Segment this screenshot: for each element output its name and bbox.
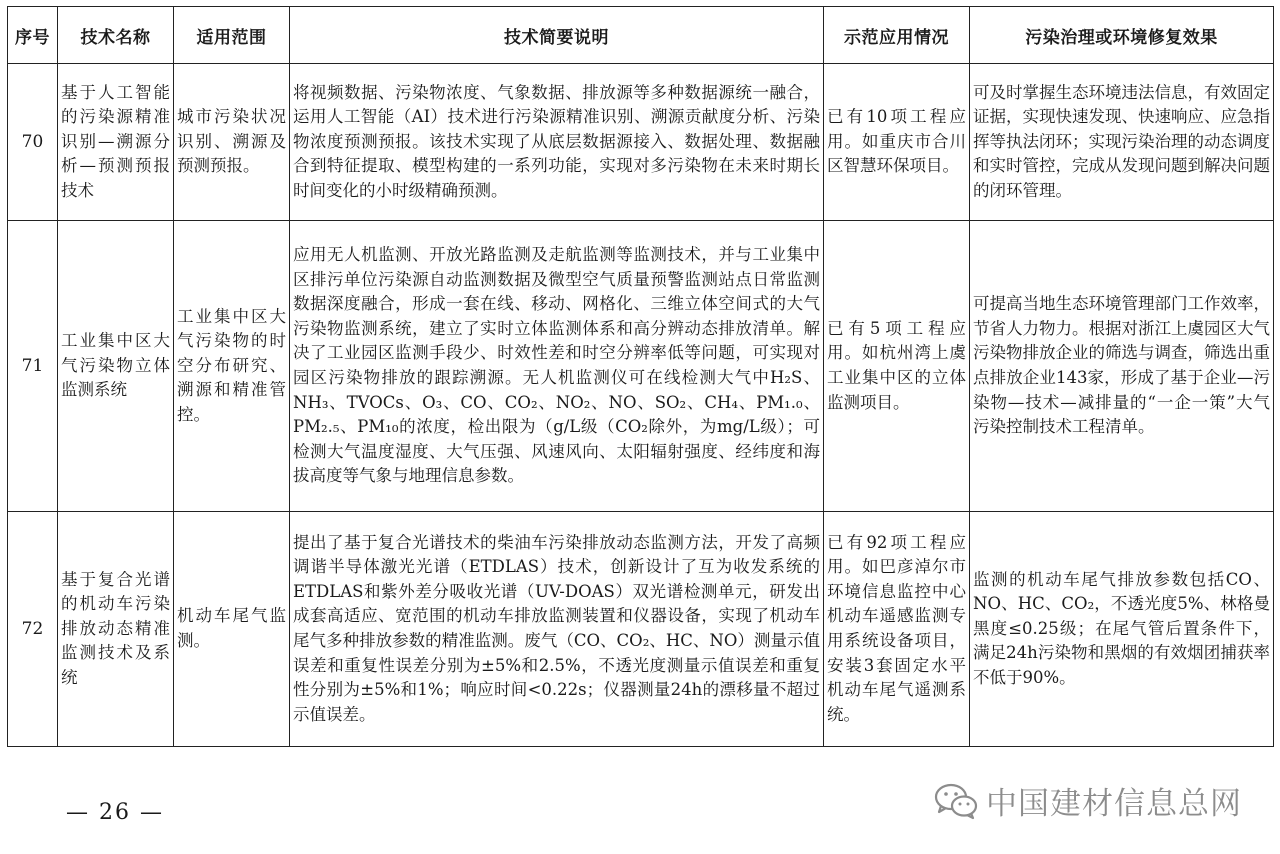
wechat-icon: [932, 781, 980, 821]
table-header-row: [8, 7, 1274, 64]
row-number: 71: [8, 221, 58, 512]
application-cell: 已有92项工程应用。如巴彦淖尔市环境信息监控中心机动车遥感监测专用系统设备项目，安装3套固定水平机动车尾气遥测系统。: [824, 512, 970, 747]
effect-cell: 监测的机动车尾气排放参数包括CO、NO、HC、CO₂，不透光度5%、林格曼黑度≤0.25级；在尾气管后置条件下，满足24h污染物和黑烟的有效烟团捕获率不低于90%。: [970, 512, 1274, 747]
application-cell: 已有5项工程应用。如杭州湾上虞工业集中区的立体监测项目。: [824, 221, 970, 512]
table-row: [8, 512, 1274, 747]
tech-name-cell: 工业集中区大气污染物立体监测系统: [58, 221, 174, 512]
description-cell: 提出了基于复合光谱技术的柴油车污染排放动态监测方法，开发了高频调谐半导体激光光谱（ETDLAS）技术，创新设计了互为收发系统的ETDLAS和紫外差分吸收光谱（UV-DOAS）双光谱检测单元，研发出成套高适应、宽范围的机动车排放监测装置和仪器设备，实现了机动车尾气多种排放参数的精准监测。废气（CO、CO₂、HC、NO）测量示值误差和重复性误差分别为±5%和2.5%，不透光度测量示值误差和重复性分别为±5%和1%；响应时间<0.22s；仪器测量24h的漂移量不超过示值误差。: [290, 512, 824, 747]
application-cell: 已有10项工程应用。如重庆市合川区智慧环保项目。: [824, 64, 970, 221]
scope-cell: 城市污染状况识别、溯源及预测预报。: [174, 64, 290, 221]
watermark-text: 中国建材信息总网: [986, 786, 1242, 822]
description-cell: 应用无人机监测、开放光路监测及走航监测等监测技术，并与工业集中区排污单位污染源自动监测数据及微型空气质量预警监测站点日常监测数据深度融合，形成一套在线、移动、网格化、三维立体空间式的大气污染物监测系统，建立了实时立体监测体系和高分辨动态排放清单。解决了工业园区监测手段少、时效性差和时空分辨率低等问题，可实现对园区污染物排放的跟踪溯源。无人机监测仪可在线检测大气中H₂S、NH₃、TVOCs、O₃、CO、CO₂、NO₂、NO、SO₂、CH₄、PM₁.₀、PM₂.₅、PM₁₀的浓度，检出限为（g/L级（CO₂除外，为mg/L级）；可检测大气温度湿度、大气压强、风速风向、太阳辐射强度、经纬度和海拔高度等气象与地理信息参数。: [290, 221, 824, 512]
scope-cell: 机动车尾气监测。: [174, 512, 290, 747]
effect-cell: 可提高当地生态环境管理部门工作效率，节省人力物力。根据对浙江上虞园区大气污染物排放企业的筛选与调查，筛选出重点排放企业143家，形成了基于企业—污染物—技术—减排量的“一企一策”大气污染控制技术工程清单。: [970, 221, 1274, 512]
tech-name-cell: 基于复合光谱的机动车污染排放动态精准监测技术及系统: [58, 512, 174, 747]
watermark: [932, 778, 1242, 823]
technology-table: [7, 6, 1274, 747]
page-number: — 26 —: [66, 800, 164, 825]
table-row: [8, 221, 1274, 512]
row-number: 70: [8, 64, 58, 221]
description-cell: 将视频数据、污染物浓度、气象数据、排放源等多种数据源统一融合，运用人工智能（AI）技术进行污染源精准识别、溯源贡献度分析、污染物浓度预测预报。该技术实现了从底层数据源接入、数据处理、数据融合到特征提取、模型构建的一系列功能，实现对多污染物在未来时期长时间变化的小时级精确预测。: [290, 64, 824, 221]
effect-cell: 可及时掌握生态环境违法信息，有效固定证据，实现快速发现、快速响应、应急指挥等执法闭环；实现污染治理的动态调度和实时管控，完成从发现问题到解决问题的闭环管理。: [970, 64, 1274, 221]
header-effect: 污染治理或环境修复效果: [970, 7, 1274, 64]
scope-cell: 工业集中区大气污染物的时空分布研究、溯源和精准管控。: [174, 221, 290, 512]
header-scope: 适用范围: [174, 7, 290, 64]
header-seq: 序号: [8, 7, 58, 64]
tech-name-cell: 基于人工智能的污染源精准识别—溯源分析—预测预报技术: [58, 64, 174, 221]
row-number: 72: [8, 512, 58, 747]
header-application: 示范应用情况: [824, 7, 970, 64]
table-row: [8, 64, 1274, 221]
header-description: 技术简要说明: [290, 7, 824, 64]
header-tech-name: 技术名称: [58, 7, 174, 64]
